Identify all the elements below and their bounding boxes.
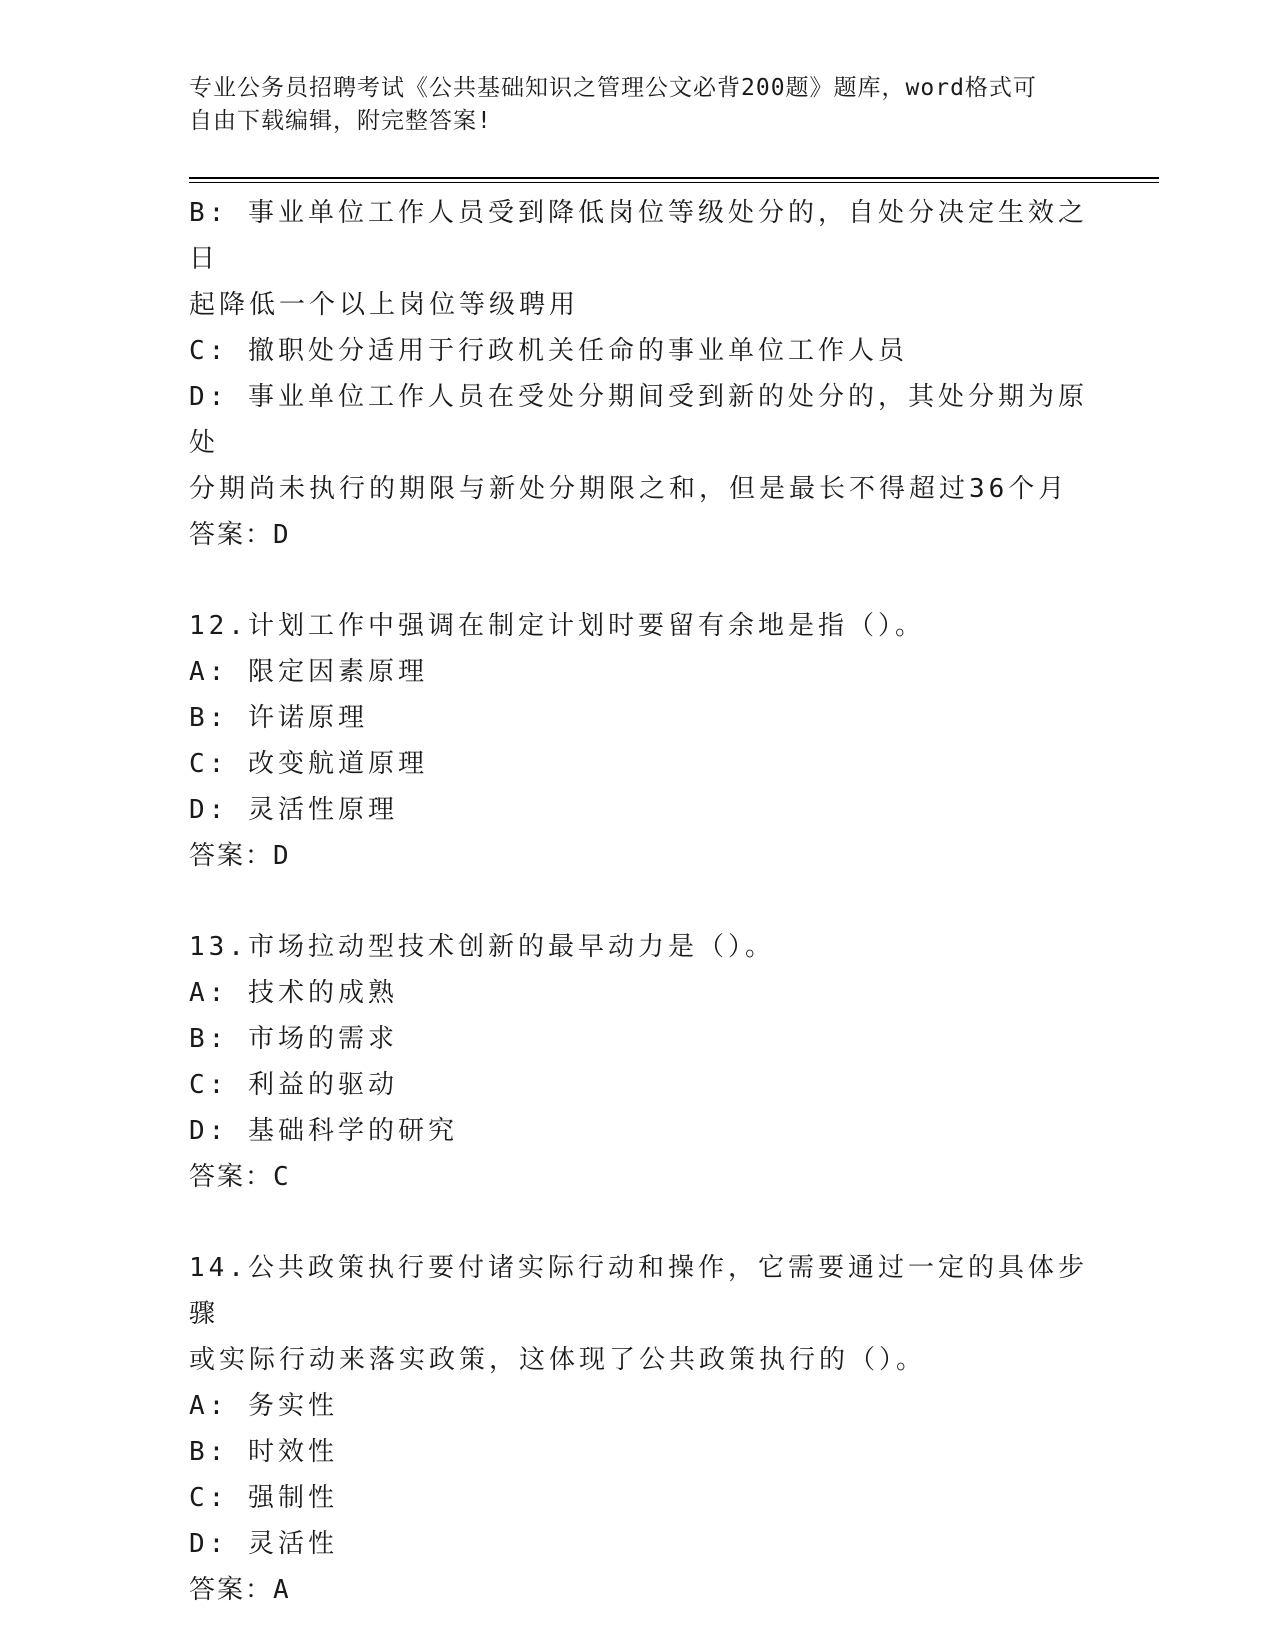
question-12: [189, 603, 1089, 879]
spacer: [189, 879, 1089, 924]
option-a: A: 务实性: [189, 1391, 338, 1421]
answer-label: 答案：D: [189, 841, 291, 871]
option-b-line-2: 起降低一个以上岗位等级聘用: [189, 290, 580, 320]
answer-label: 答案：D: [189, 520, 291, 550]
option-d: D: 灵活性原理: [189, 795, 398, 825]
question-14: [189, 1245, 1089, 1613]
document-header: [189, 72, 1089, 138]
question-stem: 13.市场拉动型技术创新的最早动力是（）。: [189, 932, 775, 962]
question-13: [189, 924, 1089, 1200]
option-c: C: 改变航道原理: [189, 749, 428, 779]
option-d-line-1: D: 事业单位工作人员在受处分期间受到新的处分的，其处分期为原处: [189, 382, 1088, 458]
option-a: A: 技术的成熟: [189, 978, 398, 1008]
question-stem-line-1: 14.公共政策执行要付诸实际行动和操作，它需要通过一定的具体步骤: [189, 1253, 1088, 1329]
header-rule-thin: [189, 182, 1159, 183]
question-11-tail: [189, 190, 1089, 558]
option-b: B: 许诺原理: [189, 703, 368, 733]
header-rule-thick: [189, 177, 1159, 179]
spacer: [189, 558, 1089, 603]
option-d-line-2: 分期尚未执行的期限与新处分期限之和，但是最长不得超过36个月: [189, 474, 1069, 504]
header-line-1: 专业公务员招聘考试《公共基础知识之管理公文必背200题》题库，word格式可: [189, 75, 1037, 101]
question-stem: 12.计划工作中强调在制定计划时要留有余地是指（）。: [189, 611, 925, 641]
option-d: D: 灵活性: [189, 1529, 338, 1559]
option-b: B: 市场的需求: [189, 1024, 398, 1054]
option-a: A: 限定因素原理: [189, 657, 428, 687]
option-c: C: 撤职处分适用于行政机关任命的事业单位工作人员: [189, 336, 908, 366]
header-line-2: 自由下载编辑，附完整答案!: [189, 108, 492, 134]
option-c: C: 利益的驱动: [189, 1070, 398, 1100]
answer-label: 答案：C: [189, 1162, 291, 1192]
option-b-line-1: B: 事业单位工作人员受到降低岗位等级处分的，自处分决定生效之日: [189, 198, 1088, 274]
option-c: C: 强制性: [189, 1483, 338, 1513]
answer-label: 答案：A: [189, 1575, 291, 1605]
option-d: D: 基础科学的研究: [189, 1116, 458, 1146]
question-stem-line-2: 或实际行动来落实政策，这体现了公共政策执行的（）。: [189, 1345, 927, 1375]
spacer: [189, 1200, 1089, 1245]
question-content: [189, 190, 1089, 1613]
option-b: B: 时效性: [189, 1437, 338, 1467]
